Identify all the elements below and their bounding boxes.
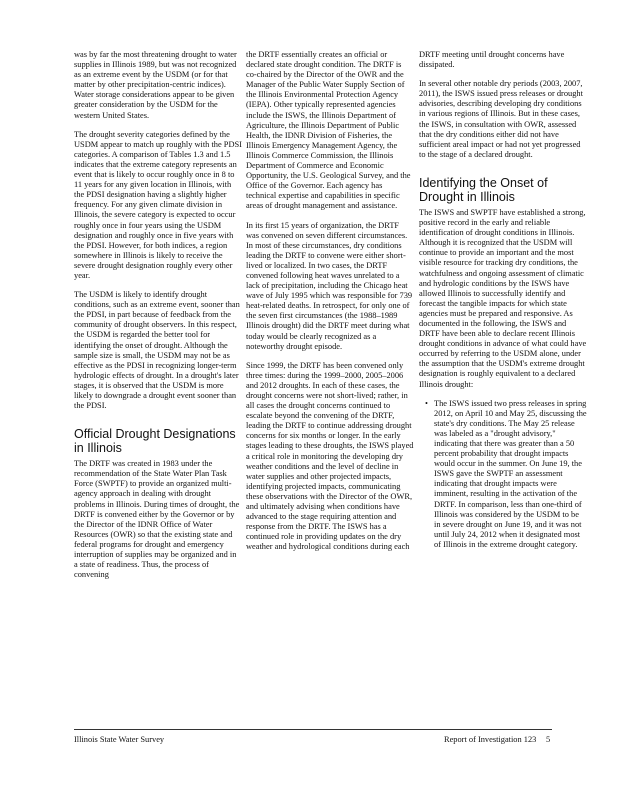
text-column-2: [246, 50, 414, 562]
paragraph: The USDM is likely to identify drought conditions, such as an extreme event, sooner than the PDSI, in part because of feedback from the community of drought observers. In this respect, the USDM is regarded the better tool for identifying the onset of drought. Although the sample size is small, the USDM may not be as effective as the PDSI in recognizing longer-term hydrologic effects of drought. In a drought's later stages, it is observed that the USDM is more likely to downgrade a drought event sooner than the PDSI.: [74, 290, 240, 411]
paragraph: the DRTF essentially creates an official or declared state drought condition. The DRTF is co-chaired by the Director of the OWR and the Manager of the Public Water Supply Section of the Illinois Environmental Protection Agency (IEPA). Other typically represented agencies include the ISWS, the Illinois Department of Agriculture, the Illinois Department of Public Health, the IDNR Division of Fisheries, the Illinois Emergency Management Agency, the Illinois Commerce Commission, the Illinois Department of Commerce and Economic Opportunity, the U.S. Geological Survey, and the Office of the Governor. Each agency has technical expertise and capabilities in specific areas of drought management and assistance.: [246, 50, 411, 211]
paragraph: The drought severity categories defined by the USDM appear to match up roughly with the PDSI categories. A comparison of Tables 1.3 and 1.5 indicates that the extreme category represents an event that is likely to occur roughly once in 8 to 11 years for any given location in Illinois, with the PDSI designation having a slightly higher frequency. For any given climate division in Illinois, the severe category is expected to occur roughly once in four years using the USDM designation and roughly once in five years with the PDSI. However, for both indices, a region somewhere in Illinois is likely to receive the severe drought designation roughly every other year.: [74, 129, 242, 280]
footer-report-title: Report of Investigation 123: [444, 735, 537, 744]
section-heading: Identifying the Onset of Drought in Illinois: [419, 175, 548, 204]
footer-divider: [74, 729, 552, 730]
paragraph: was by far the most threatening drought to water supplies in Illinois 1989, but was not recognized as an extreme event by the USDM (or for that matter by other precipitation-centric indices). Water storage considerations appear to be given greater consideration by the USDM for the western United States.: [74, 50, 237, 120]
paragraph: The ISWS and SWPTF have established a strong, positive record in the early and reliable identification of drought conditions in Illinois. Although it is recognized that the USDM will continue to provide an important and the most visible resource for tracking dry conditions, the watchfulness and ongoing assessment of climatic and hydrologic conditions by the ISWS have allowed Illinois to successfully identify and forecast the tangible impacts for which state agencies must be prepared and responsive. As documented in the following, the ISWS and DRTF have been able to declare recent Illinois drought conditions in advance of what could have occurred by referring to the USDM alone, under the assumption that the USDM's extreme drought designation is roughly equivalent to a declared Illinois drought:: [419, 207, 587, 389]
paragraph: Since 1999, the DRTF has been convened only three times: during the 1999–2000, 2005–2006 and 2012 droughts. In each of these cases, the drought concerns were not short-lived; rather, in all cases the drought concerns continued to escalate beyond the convening of the DRTF, leading the DRTF to continue addressing drought concerns for six months or longer. In the early stages leading to these droughts, the ISWS played a critical role in monitoring the developing dry weather conditions and the level of decline in water supplies and other projected impacts, identifying projected impacts, communicating these observations with the Director of the OWR, and ultimately advising when conditions have advanced to the stage requiring attention and response from the DRTF. The ISWS has a continued role in providing updates on the dry weather and hydrological conditions during each: [246, 360, 414, 552]
text-column-1: [74, 50, 242, 589]
paragraph: DRTF meeting until drought concerns have dissipated.: [419, 50, 565, 70]
section-heading: Official Drought Designations in Illinois: [74, 427, 236, 456]
text-column-3: [419, 50, 587, 550]
page-number: 5: [546, 735, 551, 744]
paragraph: In several other notable dry periods (2003, 2007, 2011), the ISWS issued press releases or drought advisories, describing developing dry conditions in various regions of Illinois. But in these cases, the ISWS, in consultation with OWR, assessed that the dry conditions either did not have sufficient areal impact or had not yet progressed to the stage of a declared drought.: [419, 79, 583, 159]
paragraph: In its first 15 years of organization, the DRTF was convened on seven different circumstances. In most of these circumstances, dry conditions leading the DRTF to convene were either short-lived or localized. In two cases, the DRTF convened following heat waves unrelated to a lack of precipitation, including the Chicago heat wave of July 1995 which was responsible for 739 heat-related deaths. In retrospect, for only one of the seven first circumstances (the 1988–1989 Illinois drought) did the DRTF meet during what today would be clearly recognized as a noteworthy drought episode.: [246, 220, 413, 351]
paragraph: The DRTF was created in 1983 under the recommendation of the State Water Plan Task Force (SWPTF) to provide an organized multi-agency approach in dealing with drought problems in Illinois. During times of drought, the DRTF is convened either by the Governor or by the Director of the IDNR Office of Water Resources (OWR) so that the existing state and federal programs for drought and emergency interruption of supplies may be organized and in a state of readiness. Thus, the process of convening: [74, 459, 240, 580]
bullet-item: • The ISWS issued two press releases in spring 2012, on April 10 and May 25, discussing the state's dry conditions. The May 25 release was labeled as a "drought advisory," indicating that there was greater than a 50 percent probability that drought impacts would occur in the summer. On June 19, the ISWS gave the SWPTF an assessment indicating that drought impacts were imminent, resulting in the activation of the DRTF. In comparison, less than one-third of Illinois was considered by the USDM to be in severe drought on June 19, and it was not until July 24, 2012 when it designated most of Illinois in the extreme drought category.: [429, 399, 587, 550]
bullet-list: [419, 399, 587, 550]
footer-publisher: Illinois State Water Survey: [74, 735, 165, 744]
